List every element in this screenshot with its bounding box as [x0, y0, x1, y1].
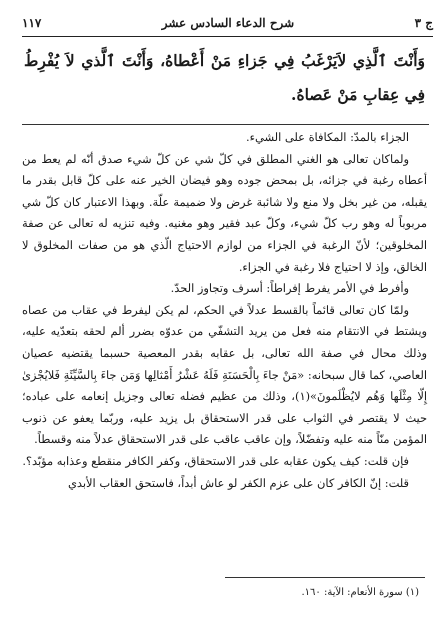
footnote: (١) سورة الأنعام: الآية: ١٦٠.: [301, 587, 419, 598]
paragraph: فإن قلت: كيف يكون عقابه على قدر الاستحقاق، وكفر الكافر منقطع وعذابه مؤبّد؟.: [22, 453, 409, 468]
verse-divider: [22, 124, 429, 125]
header-divider: [22, 36, 433, 37]
paragraph: الجزاء بالمدّ: المكافاة على الشيء.: [246, 130, 409, 144]
paragraph: ولمّا كان تعالى قائماً بالقسط عدلاً في الحكم، لم يكن ليفرط في عقاب من عصاه ويشتط في الانتقام منه فعل من يريد التشفّي من عدوّه بضرر ألم لحقه بتعدّيه عليه، وذلك محال في صفة الله تعالى، بل عقابه بقدر المعصية حسبما يقتضيه عصيان العاصي، كما قال سبحانه: «مَنْ جاءَ بِالْحَسَنَةِ فَلَهُ عَشْرُ أَمْثالِها وَمَن جاءَ بِالسَّيِّئَةِ فَلايُجْزىٰ إِلّا مِثْلَها وَهُم لايُظْلَمونَ»(١)، وذلك من عظيم فضله تعالى وجزيل إنعامه على عباده؛ حيث لا يقتصر في الثواب على قدر الاستحقاق بل يزيد عليه، وربّما يعفو عن ذنوب المؤمن منّاً منه عليه وتفضّلاً، وإن عاقب عاقب على قدر الاستحقاق عدلاً منه وقسطاً.: [22, 302, 427, 447]
paragraph: ولماكان تعالى هو الغني المطلق في كلّ شي عن كلّ شيء صدق أنّه لم يعط من أعطاه رغبة في جزائه، بل بمحض جوده وهو فيضان الخير عنه على كلّ قابل بقدر ما يقبله، من غير بخل ولا منع ولا شائبة غرض ولا ضميمة علّة. وبهذا الاعتبار كان كلّ شي مربوباً له وهو رب كلّ شيء، وكلّ عبد فقير وهو مغنيه. وفيه تنزيه له تعالى عن صفة المخلوقين؛ لأنّ الرغبة في الجزاء من لوازم الاحتياج الّذي هو من صفات المخلوق لا الخالق، وإذ لا احتياج فلا رغبة في الجزاء.: [22, 151, 427, 274]
paragraph: قلت: إنّ الكافر كان على عزم الكفر لو عاش أبداً، فاستحق العقاب الأبدي: [67, 475, 409, 490]
running-header: [22, 12, 433, 34]
paragraph: وأفرط في الأمر يفرط إفراطاً: أسرف وتجاوز الحدّ.: [170, 281, 409, 296]
chapter-title: شرح الدعاء السادس عشر: [161, 16, 295, 30]
supplication-verse: وَأَنْتَ ٱلَّذِي لاَيَرْغَبُ فِي جَزاءِ مَنْ أَعْطاهُ، وَأَنْتَ ٱلَّذي لاَ يُفْرِطُ فِي عِقابِ مَنْ عَصاهُ.: [24, 51, 425, 104]
page-number: ١١٧: [22, 16, 42, 30]
commentary-body: [22, 127, 427, 494]
volume-label: ج ٣: [414, 16, 433, 30]
footnote-divider: [225, 577, 425, 578]
